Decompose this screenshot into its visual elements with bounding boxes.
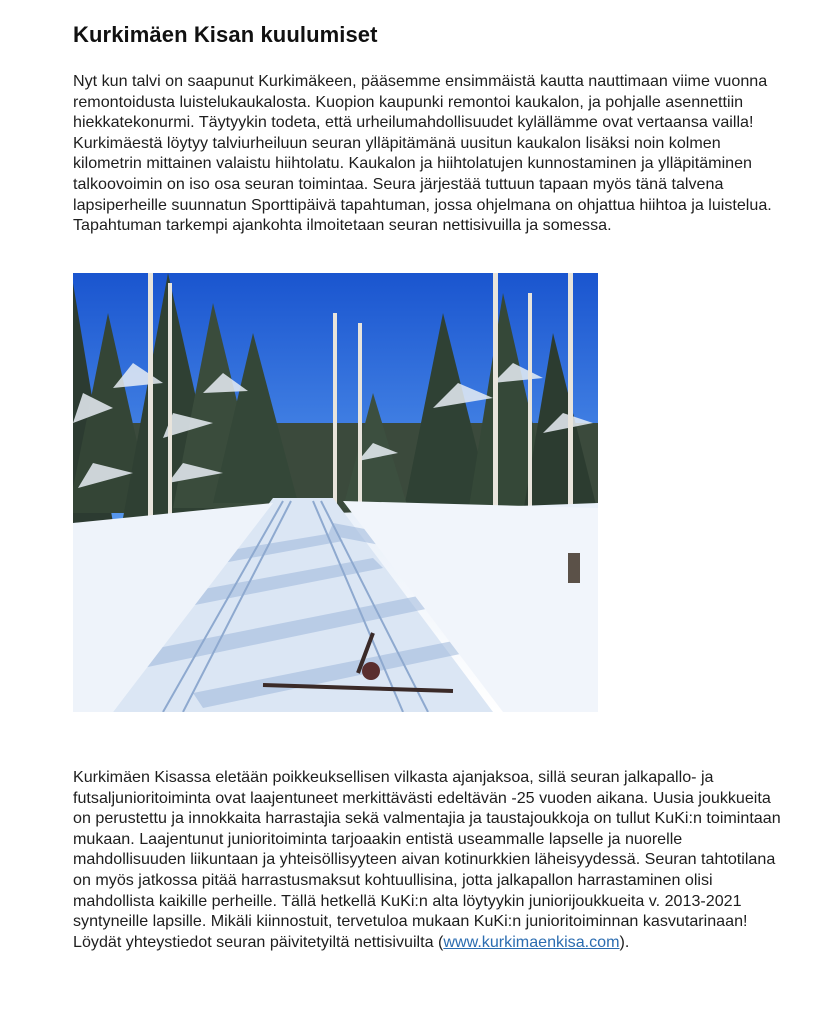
junior-activity-paragraph: [73, 767, 793, 952]
paragraph2-end: ).: [619, 932, 630, 951]
club-website-link[interactable]: www.kurkimaenkisa.com: [443, 932, 620, 951]
post: [568, 553, 580, 583]
page-title: Kurkimäen Kisan kuulumiset: [73, 22, 378, 47]
paragraph2-text: Kurkimäen Kisassa eletään poikkeuksellisen vilkasta ajanjaksoa, sillä seuran jalkapallo- ja futsaljunioritoiminta ovat laajentuneet merkittävästi edeltävän -25 vuoden aikana. Uusia joukkueita on perustettu ja innokkaita harrastajia sekä valmentajia ja taustajoukkoja on tullut KuKi:n toimintaan mukaan. Laajentunut junioritoiminta tarjoaakin entistä useammalle lapselle ja nuorelle mahdollisuuden liikuntaan ja yhteisöllisyyteen aivan kotinurkkien läheisyydessä. Seuran tahtotilana on myös jatkossa pitää harrastusmaksut kohtuullisina, jotta jalkapallon harrastaminen olisi mahdollista kaikille perheille. Tällä hetkellä KuKi:n alta löytyykin juniorijoukkueita v. 2013-2021 syntyneille lapsille. Mikäli kiinnostuit, tervetuloa mukaan KuKi:n junioritoiminnan kasvutarinaan! Löydät yhteystiedot seuran päivitetyiltä nettisivuilta (: [73, 768, 781, 951]
intro-paragraph: Nyt kun talvi on saapunut Kurkimäkeen, pääsemme ensimmäistä kautta nauttimaan viime vuonna remontoidusta luistelukaukalosta. Kuopion kaupunki remontoi kaukalon, ja pohjalle asennettiin hiekkatekonurmi. Täytyykin todeta, että urheilumahdollisuudet kylällämme ovat vertaansa vailla! Kurkimäestä löytyy talviurheiluun seuran ylläpitämänä uusitun kaukalon lisäksi noin kolmen kilometrin mittainen valaistu hiihtolatu. Kaukalon ja hiihtolatujen kunnostaminen ja ylläpitäminen talkoovoimin on iso osa seuran toimintaa. Seura järjestää tuttuun tapaan myös tänä talvena lapsiperheille suunnatun Sporttipäivä tapahtuman, jossa ohjelmana on ohjattua hiihtoa ja luistelua. Tapahtuman tarkempi ajankohta ilmoitetaan seuran nettisivuilla ja somessa.: [73, 72, 772, 235]
ski-trail-photo: [73, 273, 598, 712]
